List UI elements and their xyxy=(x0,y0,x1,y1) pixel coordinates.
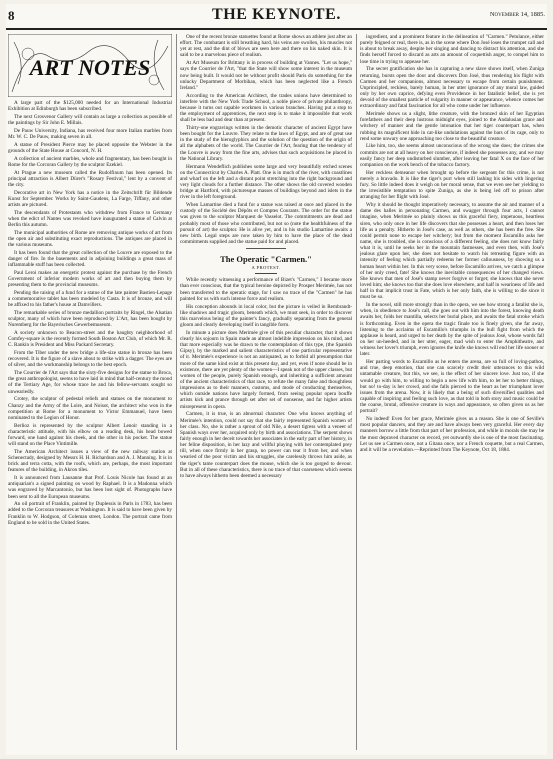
paragraph: His conception abounds in local color, but the picture is veiled in Rembrandt-like shadows and tragic gloom, beneath which, we must seek, in order to discover this marvelous being of the painter's fancy, gradually separating from the general gloom and clearly developing itself in tangible form. xyxy=(180,303,352,328)
paragraph: It is announced from Lausanne that Prof. Louis Nicole has found at an antiquarian's a signed painting on wood by Raphael. It is a Madonna which was engraved by Marcantonio, but has been lost sight of. Photographs have been sent to all the European museums. xyxy=(8,475,172,500)
paragraph: According to the American Architect, the trades unions have determined to interfere with the New York Trade School, a noble piece of private philanthropy, because it turns out capable workmen in various branches. Having put a stop to the employment of apprentices, the next step is to make it impossible that work shall be less bad and dear than at present. xyxy=(180,92,352,124)
paragraph: At Art Museum for Brittany is in process of building at Vannes. "Let us hope," says the Courrier de l'Art, "that the State will show some interest in the museum now being built. It would not be without profit should Paris do something for the unlucky Department of Morbihan, which has been neglected like a French Ireland." xyxy=(180,60,352,91)
paragraph: Merimée shows us a slight, lithe creature, with the bronzed skin of her Egyptian forefathers and their deep lustrous midnight eyes, joined to the Andalusian grace and witchery of manner and the gentle intonation that her tiger counterpart has, when rubbing its magnificent hide in cat-like undulations against the bars of its cage, only to rend some unwary one approaching too close to the beautiful creature. xyxy=(360,111,544,142)
paragraph: ingredient, and a prominent feature in the delineation of "Carmen." Petulance, either purely feigned or real, there is, as in the scene where Don José loses the trumpet call and is about to break away, despite her singing and dancing to distract his attention, and she finds herself forced to discard as arts an amount of coquettish anger, to compel him to lose time in trying to appease her. xyxy=(360,34,544,65)
paragraph: An oil portrait of Franklin, painted by Duplessis in Paris in 1783, has been added to the Corcoran treasures at Washington. It is said to have been given by Franklin to W. Hodgson, of Coleman street, London. The portrait came from England to be sold in the United States. xyxy=(8,501,172,526)
column-1 xyxy=(8,34,172,750)
newspaper-page xyxy=(6,4,547,755)
col2-notes-list xyxy=(180,34,352,245)
paragraph: Her parting words to Escamillo as he enters the arena, are so full of loving-pathos, and true, deep emotion, that one can scarcely credit their utterances to this wild untamable creature, but this, we see, is the effect of her sincere love. Just too, if she would go with him, to willing to begin a new life with him, to let her to better things, but no! to-day is her crowd, and she falls pierced to the heart as her triumphant lover issues from the arena. Now, it is likely that a being of such diversified qualities and capable of inspiring and feeling such love, as that told in both story and music could be the coarse, brutal, offensive creature in ways and appearance, so often given us as her portrait? xyxy=(360,359,544,415)
art-notes-banner-illustration xyxy=(8,34,172,97)
paragraph: Carmen, it is true, is an abnormal character. One who knows anything of Merimée's intention, could not say that she fairly represented Spanish women of her class. No, she is rather a sprout of old Nile, a desert tigress with a veneer of Spanish ways over her, acquired only by birth and associations. The serpent shows fairly enough in her deceit towards her associates in the early part of her history, in her feline disposition, in her lazy and willful playing with her contemplated prey till, when once firmly in her grasp, no power can tear it from her, and when wearied of the poor victim and his struggles, she carelessly throws him aside, as the tiger's tame counterpart does the mouse, which she is too gorged to devour. But in all of these characteristics, there is no trace of that coarseness which seems to have always hitherto been deemed a necessary xyxy=(180,411,352,479)
article-body xyxy=(180,277,352,479)
paragraph: While recently witnessing a performance of Bizet's "Carmen," I became more than ever conscious, that the typical heroine depicted by Prosper Merimée, has not been transferred to the operatic stage, for I saw no trace of the "Carmen" he has painted for us with such intense force and realism. xyxy=(180,277,352,302)
paragraph: A large part of the $125,000 needed for an International Industrial Exhibition at Edinburgh has been subscribed. xyxy=(8,100,172,113)
paragraph: The Courrier de l'Art says that the sixty-five designs for the statue to Broca, the great anthropologist, seems to have laid in mind that half-century the mood of the Tertiary Age, for whose trace he and his fellow-servants sought so unweariedly. xyxy=(8,370,172,395)
paragraph: When Lamartine died a fund for a statue was raised at once and placed in the custody of the Société des Dépôts et Comptes Courants. The order for the statue was given to the sculptor Marquest de Vasselot. The commitments are dead and probably most of those who contributed, but not so (note the healthfulness of the pursuit of art) the sculptor. He is alive yet, and in his studio Lamartine awaits a new birth. Legal steps are now taken by him to have the place of the dead commitments supplied and the statue paid for and placed. xyxy=(180,202,352,245)
paragraph: It has been found that the great collection of the Louvre are exposed to the danger of fire. In the basements and in adjoining buildings a great mass of inflammable stuff has been collected. xyxy=(8,249,172,269)
column-divider xyxy=(356,34,357,750)
article-subtitle: A PROTEST. xyxy=(251,265,281,271)
article-title: The Operatic "Carmen." xyxy=(220,254,312,265)
masthead-title: THE KEYNOTE. xyxy=(211,6,341,23)
paragraph: Pending the raising of a fund for a statue of the late painter Bastien-Lepage a commemorative tablet has been modeled by Casta. It is of bronze, and will be affixed to his father's house at Damvillers. xyxy=(8,289,172,309)
paragraph: Decorative art in New York has a notice in the Zeitschrift für Bildende Kunst for September. Works by Saint-Gaudens, La Farge, Tiffany, and other artists are pictured. xyxy=(8,189,172,208)
paragraph: Thirty-one engravings written in the demotic character of ancient Egypt have been bought for the Louvre. They relate to the laws of Egypt, and are of great use in the study of the hieroglyphics and the solution of the question of the origin of all the alphabets of the world. The Courrier de l'Art, fearing that the tendency of the Louvre is away from the fine arts, advises that such acquisitions be placed in the National Library. xyxy=(180,124,352,162)
paragraph: The municipal authorities of Rome are removing antique works of art from the open air and substituting exact reproductions. The antiques are placed in the various museums. xyxy=(8,229,172,249)
page-number: 8 xyxy=(8,8,15,23)
article-title-rule xyxy=(255,273,277,274)
paragraph: De Pauw University, Indiana, has received four more Italian marbles from Mr. W. C. De Pauw, making seven in all. xyxy=(8,127,172,140)
paragraph: A statue of President Pierce may be placed opposite the Webster in the grounds of the State House at Concord, N. H. xyxy=(8,141,172,154)
paragraph: Why it should be thought imperatively necessary, to assume the air and manner of a dame des halles in personating Carmen, and swagger through four acts, I cannot imagine, when Merimée so plainly shows us this graceful fiery, impetuous, heartless siren, who only once in her life discovers that she possesses a heart, and then loses her life as a penalty. Hitherto in José's case, as well as others, she has been the free. She could permit none to escape her witchery; but from the moment Escamillo asks her name, she is troubled, she is conscious of a different feeling, she does not know fairly what it is, until he seeks her in the mountain fastnesses, and even then, with José's jealous glare upon her, she does not hesitate to watch his retreating figure with an intensity of feeling which partially redeems her former callousness, by showing us a human heart within her. In this very scene, before Escamillo arrives, we catch a glimpse of her only creed, fate! She knows the inevitable consequences of her changed views. She knows that men of José's stamp never forgive or forget; she knows that she never loved him; she knows too that she does love elsewhere, and half in weariness of life and half in that implicit trust in Fate, which is her only faith, she is willing to die since it must be so. xyxy=(360,202,544,301)
page-header xyxy=(6,4,547,30)
section-divider xyxy=(246,248,286,249)
paragraph: In the novel, still more strongly than in the opera, we see how strong a fatalist she is, when, in obedience to José's call, she goes out with him into the forest, knowing death awaits her, folds her mantilla, selects her burial place, and awaits the fatal stroke which is forthcoming. Even in the opera the tragic finale too is finely given, she far away, listening to the acclaims of Escamillo's triumphs in the bull fight from which the applause is heard, and urged to her death by the spite of jealous José, whose words fall on her un-heeded, and in her utter, eager, mad wish to enter the Amphitheatre, and witness her lover's triumph, even ignores the knife she knows will end her life sooner or later. xyxy=(360,302,544,358)
paragraph: Like him, too, she seems almost unconscious of the wrong she does; the crimes she commits are not at all heavy on her conscience, if indeed she possesses any, and we may easily fancy her deep undisturbed slumber, after leaving her fatal X on the face of her companion on the work bench of the tobacco factory. xyxy=(360,143,544,168)
paragraph: The descendants of Protestants who withdrew from France to Germany when the edict of Nantes was revoked have inaugurated a statue of Calvin at Berlin this autumn. xyxy=(8,209,172,228)
paragraph: In minute a picture does Merimée give of this peculiar character, that it shows clearly his sojourn in Spain made an almost indelible impression on his mind, and that more especially was he drawn to the contemplation of this type, (the Spanish Gipsy), by the marked and salient characteristics of one particular representative of it. Merimée's experience is not an antiquated, as to forbid all presumption that more of the same kind exist at this present day, and yet, even if none should be in existence, there are yet plenty of the women—I speak not of the upper classes, but women of the people, purely Spanish enough, and inheriting a sufficient amount of the ancient characteristics of that race, to refute the many false and thoughtless impressions as to their manners, customs, and mode of conducting themselves, which outside nations have largely formed, from seeing popular opera bouffe artists kick and prance through set after set of nonsense, and far higher artists misrepresent in opera. xyxy=(180,329,352,410)
paragraph: Paul Leroi makes an energetic protest against the purchase by the French Government of inferior modern works of art and then buying them by presenting them to the provincial museums. xyxy=(8,269,172,289)
paragraph: The next Grosvenor Gallery will contain as large a collection as possible of the paintings by Sir John E. Millais. xyxy=(8,113,172,127)
paragraph: Hermann Wendeflich publishes some large and very beautifully etched scenes on the Connecticut by Charles A. Platt. One is in much of the river, with coastlines and wharf on the left and a distant point stretching into the right background and very light clouds for a further distance. The other shows the old covered wooden bridge at Hartford, with picturesque masses of buildings beyond and islets in the river in the left foreground. xyxy=(180,163,352,201)
paragraph: Her reckless demeanor when brought up before the sergeant for this crime, is not merely a bravado. It is like the tiger's purr when still lashing his sides with lingering fury. So little indeed does it weigh on her moral sense, that we even see her yielding to the irresistible temptation to spite Zuniga, as she is being led off to prison after arranging for her flight with José. xyxy=(360,169,544,201)
paragraph: A society unknown to Beacon-street and the haughty neighborhood of Comfey-square is the recently formed South Boston Art Club, of which Mr. R. C. Rankin is President and Miss Packard Secretary. xyxy=(8,330,172,349)
paragraph: At Prague a new museum called the Rudolfinum has been opened. Its principal attraction is Albert Dürer's "Rosary Festival," lent by a convent of the city. xyxy=(8,169,172,188)
paragraph: The American Architect issues a view of the new railway station at Schenectady, designed by Messrs H. H. Richardson and A. J. Manning. It is in brick and terra cotta, with the roofs, which are, perhaps, the most important features of the building, in Akron tiles. xyxy=(8,448,172,474)
paragraph: From the Tiber under the new bridge a life-size statue in bronze has been recovered. It is the figure of a slave about to strike with a dagger. The eyes are of silver, and the workmanship belongs to the best epoch. xyxy=(8,350,172,369)
paragraph: A collection of ancient marbles, whole and fragmentary, has been bought in Rome for the Corcoran Gallery by the sculptor Ezekiel. xyxy=(8,155,172,168)
banner-heading: ART NOTES xyxy=(29,55,151,80)
art-notes-list xyxy=(8,100,172,526)
paragraph: The secret gratification she has in capturing a new slave shows itself, when Zuniga returning, bursts open the door and discovers Don José, thus rendering his flight with Carmen and her companions, almost necessary to escape from certain punishment. Unprincipled, reckless, barely human, in her utter ignorance of any moral law, guided only by her own caprice, defying even Providence in her fatalistic belief, she is yet devoid of the smallest particle of vulgarity in manner or appearance, whence comes her extraordinary and fatal fascination for all who come under her influence. xyxy=(360,66,544,110)
column-2 xyxy=(180,34,352,750)
paragraph: No indeed! Even for her grace, Merimée gives us a reason. She is one of Seville's most popular dancers, and they are and have always been very graceful. Her every day manners borrow a little from that part of her profession, and while in morals she may be the most depraved character on record, yet outwardly she is one of the most fascinating. Let us see a Carmen once, not a Gitana once, nor a French coquette, but a real Carmen, and it will be a revelation.—Reprinted from The Keynote, Oct 18, 1884. xyxy=(360,416,544,453)
issue-date: November 14, 1885. xyxy=(489,11,545,18)
paragraph: One of the recent bronze statuettes found at Rome shows an athlete just after an effort. The combatant is still breathing hard, his veins are swollen, his muscles not yet at rest, and the dint of blows are seen here and there on his naked skin. It is said to be a marvelous piece of realism. xyxy=(180,34,352,59)
paragraph: Crotey, the sculptor of pedestal reliefs and statues on the monument to Chanzy and the Army of the Loire, and Noisot, the architect who won in the competition at Rome for a monument to Victor Emmanuel, have been nominated to the Legion of Honor. xyxy=(8,396,172,421)
column-3 xyxy=(360,34,544,750)
paragraph: The remarkable series of bronze medallion portraits by Ringel, the Alsatian sculptor, many of which have been reproduced by L'Art, has been bought by Nuremberg for the Bayerisches Gewerbemuseum. xyxy=(8,309,172,329)
column-divider xyxy=(176,34,177,750)
article-continued-body xyxy=(360,34,544,453)
paragraph: Berlioz is represented by the sculptor Albert Lenoir standing in a characteristic attitude, with his elbow on a reading desk, his head bowed forward, one hand against his cheek, and the other in his pocket. The statue will stand on the Place Vintimille. xyxy=(8,422,172,448)
